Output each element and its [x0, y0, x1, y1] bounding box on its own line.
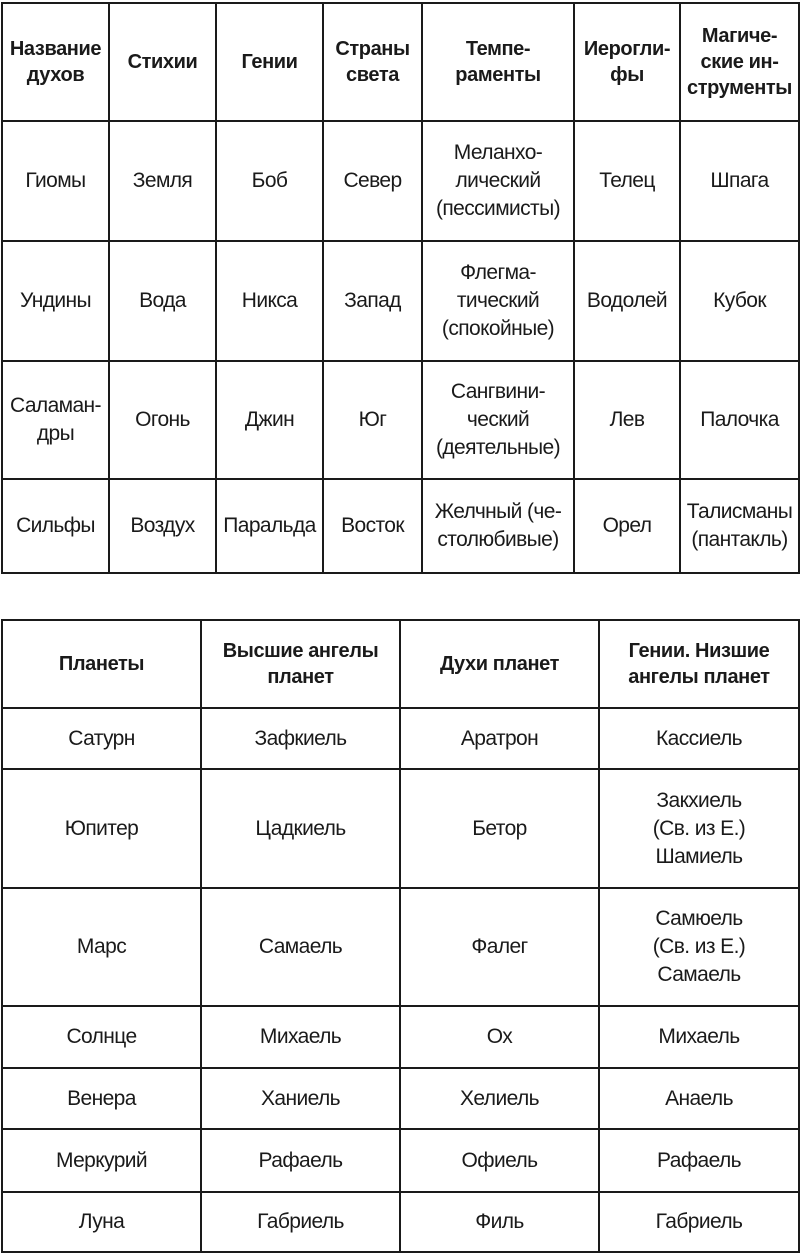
column-header: Высшие ангелы планет [201, 620, 400, 708]
table-cell: Анаель [599, 1068, 799, 1129]
table-cell: Михаель [599, 1006, 799, 1068]
table-cell: Джин [216, 361, 323, 479]
table-cell: Саламан- дры [2, 361, 109, 479]
table-cell: Никса [216, 241, 323, 361]
column-header: Гении [216, 3, 323, 121]
table-cell: Боб [216, 121, 323, 241]
table-cell: Ханиель [201, 1068, 400, 1129]
table-cell: Рафаель [201, 1129, 400, 1192]
table-row [2, 241, 799, 361]
table-cell: Габриель [599, 1192, 799, 1252]
table-cell: Ох [400, 1006, 599, 1068]
table-cell: Габриель [201, 1192, 400, 1252]
table-cell: Меланхо- лический (пессимисты) [422, 121, 574, 241]
table-cell: Талисманы (пантакль) [680, 479, 799, 573]
table-cell: Зафкиель [201, 708, 400, 769]
table-cell: Филь [400, 1192, 599, 1252]
table-cell: Огонь [109, 361, 216, 479]
column-header: Иерогли- фы [574, 3, 680, 121]
table-cell: Закхиель (Св. из Е.) Шамиель [599, 769, 799, 888]
table-cell: Самюель (Св. из Е.) Самаель [599, 888, 799, 1006]
table-cell: Запад [323, 241, 422, 361]
table-cell: Марс [2, 888, 201, 1006]
table-cell: Юг [323, 361, 422, 479]
table-cell: Север [323, 121, 422, 241]
table-row [2, 1129, 799, 1192]
table-row [2, 479, 799, 573]
table-cell: Паральда [216, 479, 323, 573]
table-cell: Телец [574, 121, 680, 241]
table-cell: Офиель [400, 1129, 599, 1192]
table-row [2, 888, 799, 1006]
planets-table [1, 619, 800, 1253]
table-cell: Палочка [680, 361, 799, 479]
table-cell: Сатурн [2, 708, 201, 769]
column-header: Название духов [2, 3, 109, 121]
table-cell: Земля [109, 121, 216, 241]
table-cell: Луна [2, 1192, 201, 1252]
column-header: Темпе- раменты [422, 3, 574, 121]
table-cell: Солнце [2, 1006, 201, 1068]
table-cell: Михаель [201, 1006, 400, 1068]
table-cell: Хелиель [400, 1068, 599, 1129]
table-cell: Кубок [680, 241, 799, 361]
table-cell: Венера [2, 1068, 201, 1129]
table-cell: Орел [574, 479, 680, 573]
table-cell: Водолей [574, 241, 680, 361]
table-cell: Бетор [400, 769, 599, 888]
column-header: Гении. Низшие ангелы планет [599, 620, 799, 708]
table-cell: Восток [323, 479, 422, 573]
table-row [2, 1068, 799, 1129]
table-cell: Сангвини- ческий (деятельные) [422, 361, 574, 479]
table-cell: Сильфы [2, 479, 109, 573]
table-cell: Фалег [400, 888, 599, 1006]
column-header: Магиче- ские ин- струменты [680, 3, 799, 121]
table-header-row [2, 3, 799, 121]
column-header: Духи планет [400, 620, 599, 708]
table-cell: Самаель [201, 888, 400, 1006]
table-cell: Рафаель [599, 1129, 799, 1192]
table-cell: Кассиель [599, 708, 799, 769]
table-row [2, 769, 799, 888]
column-header: Стихии [109, 3, 216, 121]
table-cell: Шпага [680, 121, 799, 241]
table-cell: Желчный (че- столюбивые) [422, 479, 574, 573]
table-cell: Флегма- тический (спокойные) [422, 241, 574, 361]
table-cell: Аратрон [400, 708, 599, 769]
table-row [2, 708, 799, 769]
table-cell: Цадкиель [201, 769, 400, 888]
table-header-row [2, 620, 799, 708]
table-cell: Меркурий [2, 1129, 201, 1192]
table-cell: Юпитер [2, 769, 201, 888]
table-row [2, 121, 799, 241]
table-row [2, 1006, 799, 1068]
column-header: Планеты [2, 620, 201, 708]
table-cell: Воздух [109, 479, 216, 573]
spirits-table [1, 2, 800, 574]
table-cell: Ундины [2, 241, 109, 361]
table-cell: Вода [109, 241, 216, 361]
table-row [2, 361, 799, 479]
table-cell: Лев [574, 361, 680, 479]
table-row [2, 1192, 799, 1252]
column-header: Страны света [323, 3, 422, 121]
table-cell: Гиомы [2, 121, 109, 241]
